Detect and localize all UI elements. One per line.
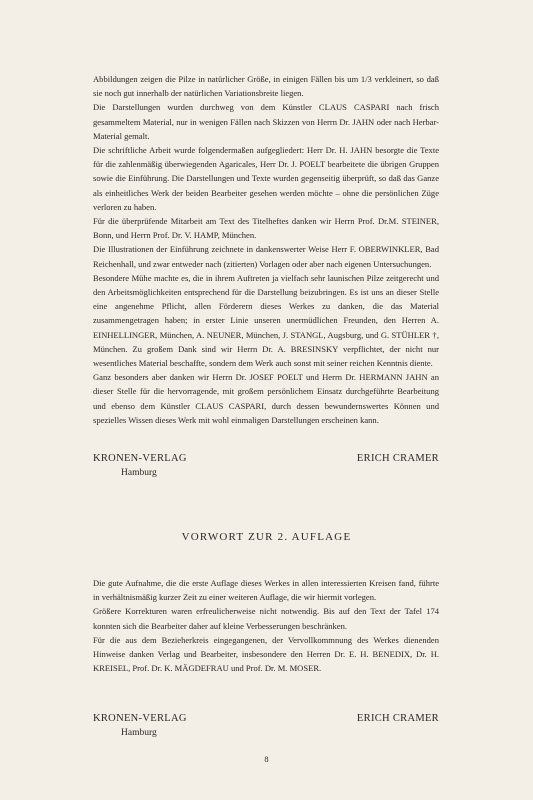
author-name: ERICH CRAMER	[356, 453, 439, 464]
publisher-name: KRONEN-VERLAG	[93, 453, 187, 464]
paragraph: Größere Korrekturen waren erfreulicherweise nicht notwendig. Bis auf den Text der Tafel 174 konnten sich die Bearbeiter daher auf kleine Verbesserungen beschränken.	[93, 606, 439, 631]
paragraph: Die gute Aufnahme, die die erste Auflage dieses Werkes in allen interessierten Kreisen fand, führte in verhältnismäßig kurzer Zeit zu einer weiteren Auflage, die wir hiermit vorlegen.	[93, 578, 439, 603]
publisher-city: Hamburg	[121, 728, 157, 738]
paragraph: Abbildungen zeigen die Pilze in natürlicher Größe, in einigen Fällen bis um 1/3 verkleinert, so daß sie noch gut innerhalb der natürlichen Variationsbreite liegen.	[93, 74, 439, 99]
foreword-body	[93, 72, 439, 427]
paragraph: Die Illustrationen der Einführung zeichnete in dankenswerter Weise Herr F. OBERWINKLER, Bad Reichenhall, und zwar entweder nach (zitierten) Vorlagen oder aber nach eigenen Untersuchungen.	[93, 244, 439, 269]
paragraph: Ganz besonders aber danken wir Herrn Dr. JOSEF POELT und Herrn Dr. HERMANN JAHN an dieser Stelle für die hervorragende, mit großem persönlichem Einsatz durchgeführte Bearbeitung und ebenso dem Künstler CLAUS CASPARI, durch dessen bewundernswertes Können und spezielles Wissen dieses Werk mit wohl einmaligen Darstellungen erscheinen kann.	[93, 372, 439, 425]
author-name: ERICH CRAMER	[356, 713, 439, 724]
paragraph: Die schriftliche Arbeit wurde folgendermaßen aufgegliedert: Herr Dr. H. JAHN besorgte die Texte für die zahlenmäßig überwiegenden Agaricales, Herr Dr. J. POELT bearbeitete die übrigen Gruppen sowie die Einführung. Die Darstellungen und Texte wurden gegenseitig überprüft, so daß das Ganze als einheitliches Werk der beiden Bearbeiter gesehen werden möchte – ohne die persönlichen Züge verloren zu haben.	[93, 145, 439, 212]
paragraph: Besondere Mühe machte es, die in ihrem Auftreten ja vielfach sehr launischen Pilze zeitgerecht und den Arbeitsmöglichkeiten entsprechend für die Darstellung beizubringen. Es ist uns an dieser Stelle eine angenehme Pflicht, allen Förderern dieses Werkes zu danken, die das Material zusammengetragen haben; in erster Linie unseren unermüdlichen Freunden, den Herren A. EINHELLINGER, München, A. NEUNER, München, J. STANGL, Augsburg, und G. STÜHLER †, München. Zu großem Dank sind wir Herrn Dr. A. BRESINSKY verpflichtet, der nicht nur wesentliches Material beschaffte, sondern dem Werk auch sonst mit seiner reichen Kenntnis diente.	[93, 272, 439, 369]
paragraph: Die Darstellungen wurden durchweg von dem Künstler CLAUS CASPARI nach frisch gesammeltem Material, nur in wenigen Fällen nach Skizzen von Herrn Dr. JAHN oder nach Herbar-Material gemalt.	[93, 102, 439, 141]
second-edition-body	[93, 576, 439, 675]
publisher-city: Hamburg	[121, 468, 157, 478]
publisher-name: KRONEN-VERLAG	[93, 713, 187, 724]
paragraph: Für die aus dem Bezieherkreis eingegangenen, der Vervollkommnung des Werkes dienenden Hinweise danken Verlag und Bearbeiter, insbesondere den Herren Dr. E. H. BENEDIX, Dr. H. KREISEL, Prof. Dr. K. MÄGDEFRAU und Prof. Dr. M. MOSER.	[93, 634, 439, 674]
page-number: 8	[264, 754, 269, 764]
section-heading: VORWORT ZUR 2. AUFLAGE	[181, 531, 352, 543]
paragraph: Für die überprüfende Mitarbeit am Text des Titelheftes danken wir Herrn Prof. Dr.M. STEINER, Bonn, und Herrn Prof. Dr. V. HAMP, München.	[93, 216, 439, 241]
